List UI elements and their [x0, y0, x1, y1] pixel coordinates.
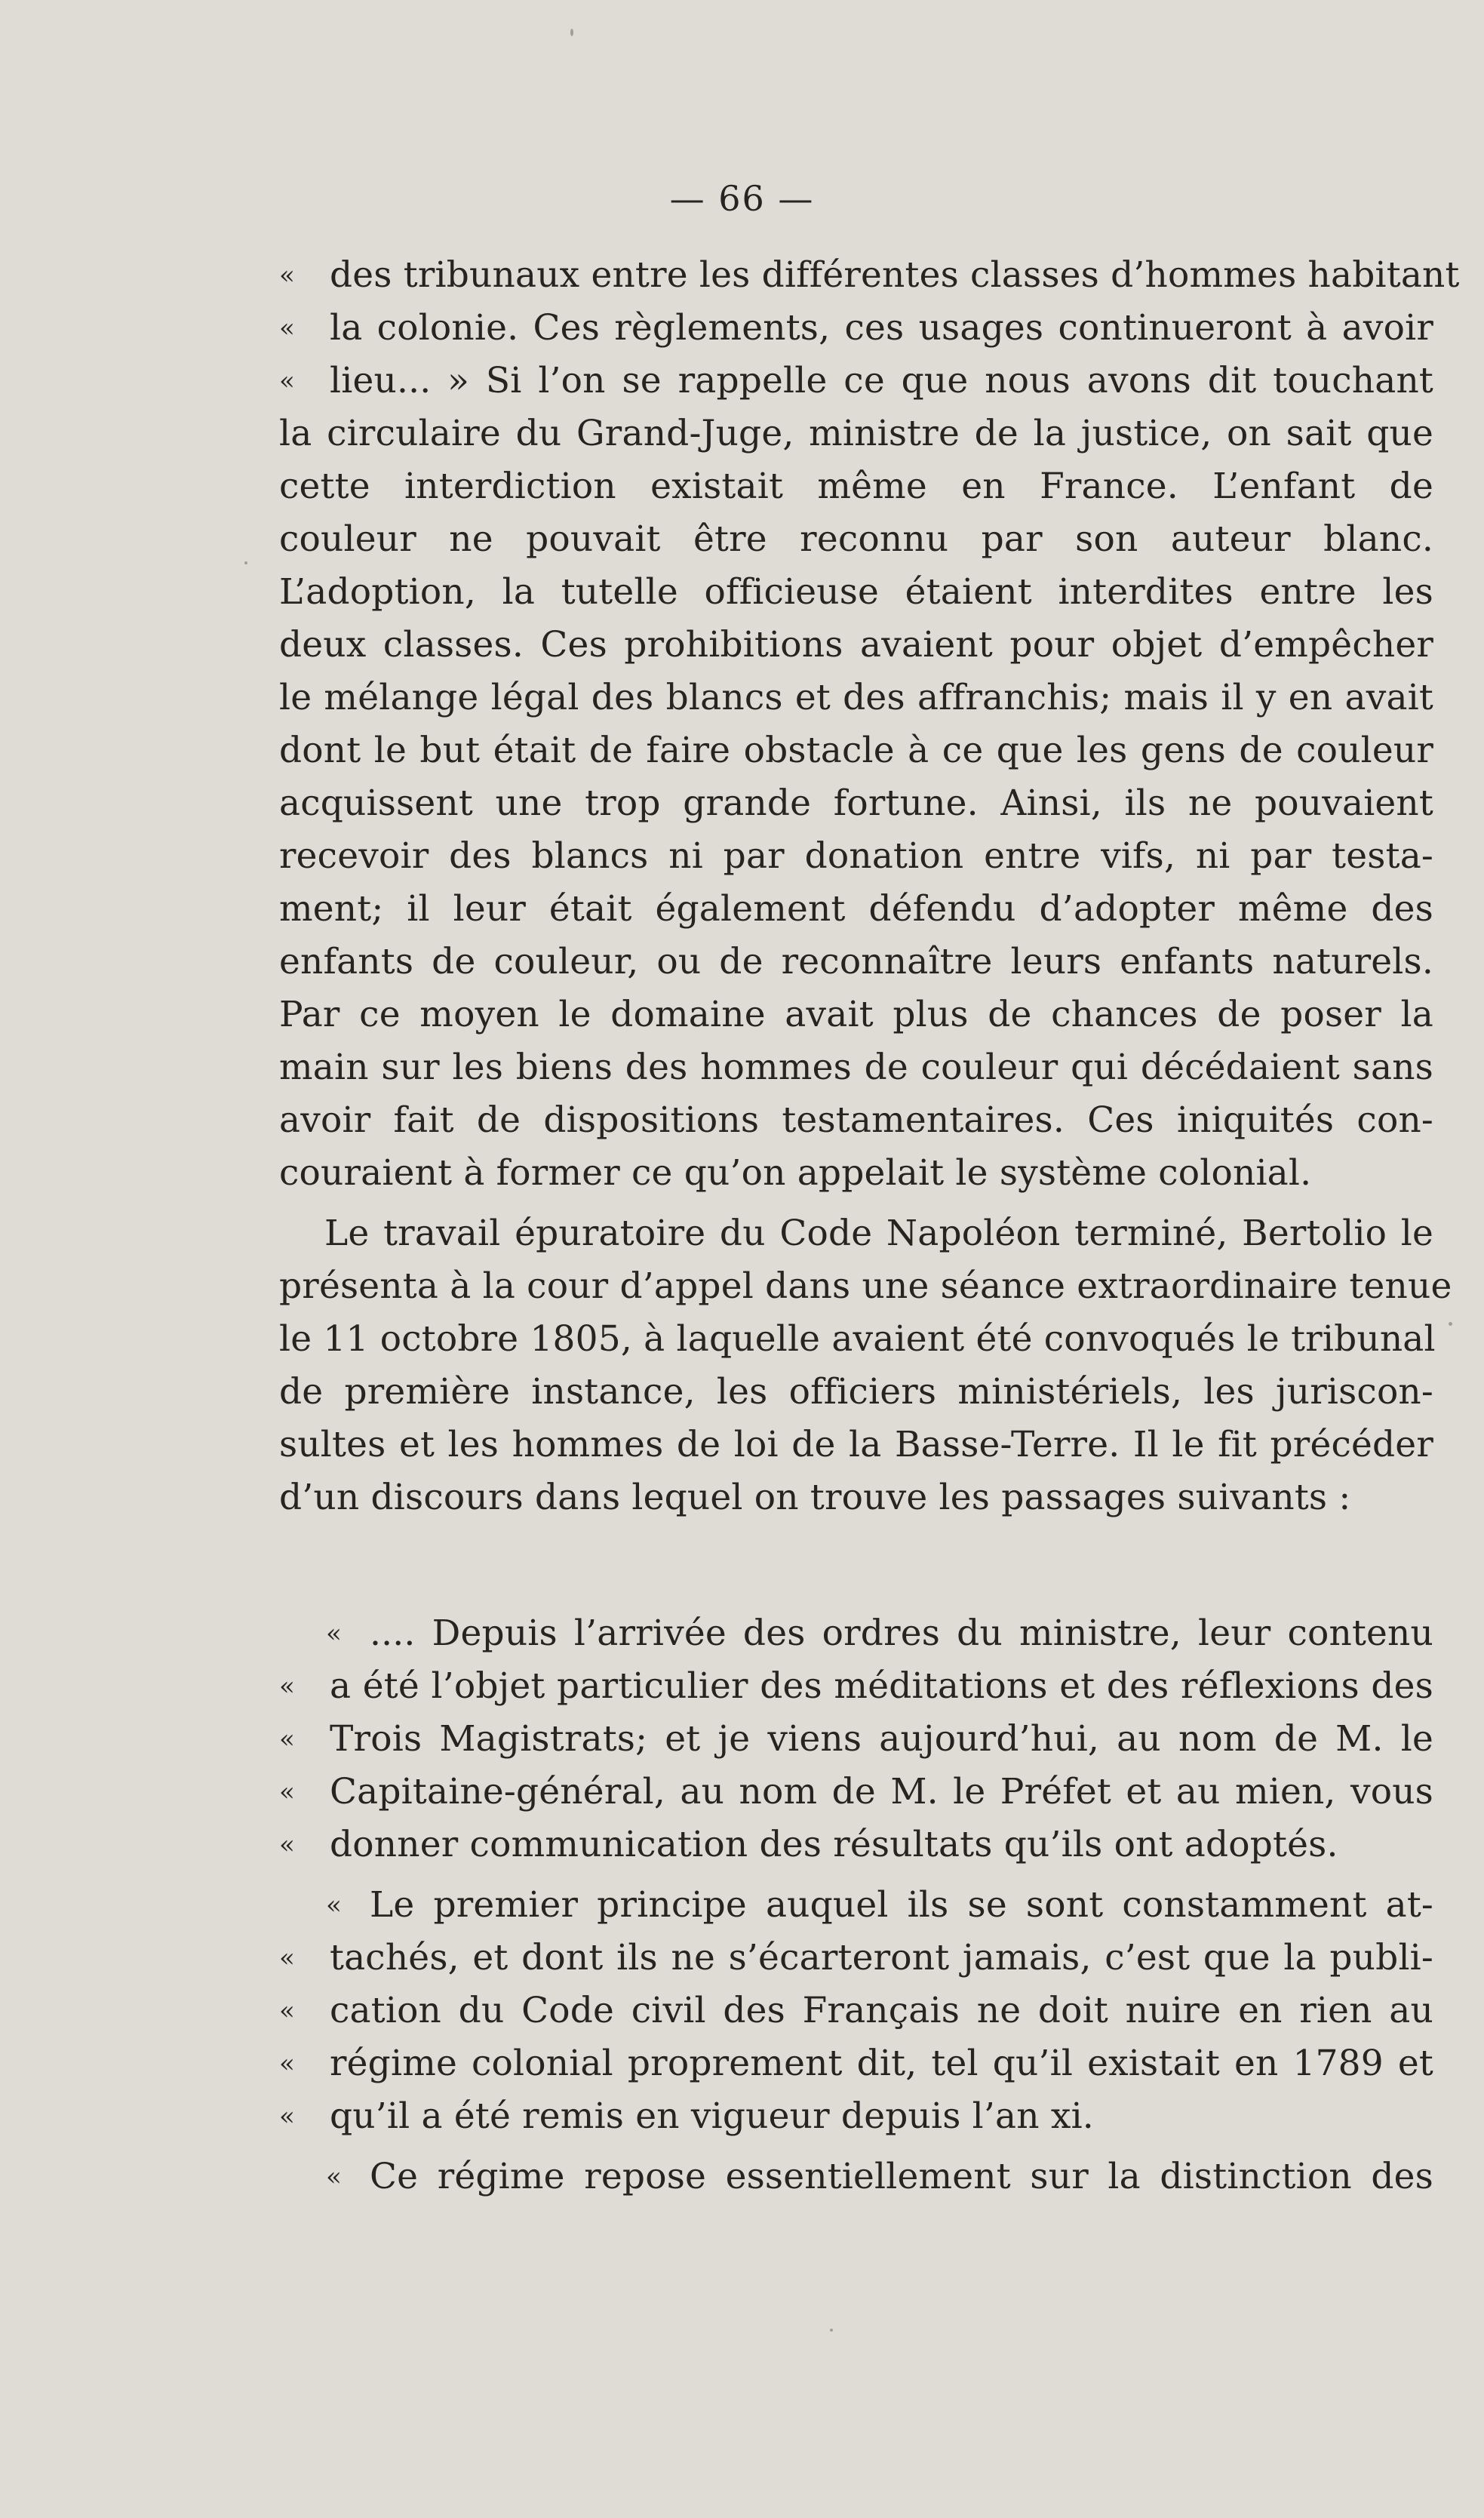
- text-line: tachés, et dont ils ne s’écarteront jamais, c’est que la publi-: [330, 1937, 1433, 1978]
- text-line: Trois Magistrats; et je viens aujourd’hui, au nom de M. le: [330, 1718, 1433, 1760]
- text-line: des tribunaux entre les différentes classes d’hommes habitant: [330, 254, 1460, 296]
- text-line: dont le but était de faire obstacle à ce que les gens de couleur: [279, 730, 1433, 771]
- text-line: recevoir des blancs ni par donation entre vifs, ni par testa-: [279, 835, 1433, 877]
- text-line: sultes et les hommes de loi de la Basse-Terre. Il le fit précéder: [279, 1424, 1433, 1465]
- text-line: lieu... » Si l’on se rappelle ce que nous avons dit touchant: [330, 360, 1433, 401]
- text-line: présenta à la cour d’appel dans une séance extraordinaire tenue: [279, 1265, 1452, 1307]
- text-line: la circulaire du Grand-Juge, ministre de la justice, on sait que: [279, 413, 1433, 454]
- text-line: couleur ne pouvait être reconnu par son auteur blanc.: [279, 518, 1433, 560]
- text-line: Le premier principe auquel ils se sont constamment at-: [370, 1884, 1433, 1926]
- quote-mark: «: [279, 366, 295, 396]
- text-line: de première instance, les officiers ministériels, les juriscon-: [279, 1371, 1433, 1413]
- text-line: Le travail épuratoire du Code Napoléon terminé, Bertolio le: [324, 1213, 1433, 1254]
- text-line: main sur les biens des hommes de couleur qui décédaient sans: [279, 1047, 1433, 1088]
- text-line: donner communication des résultats qu’ils ont adoptés.: [330, 1824, 1338, 1865]
- text-line: qu’il a été remis en vigueur depuis l’an xi.: [330, 2095, 1094, 2137]
- text-line: Capitaine-général, au nom de M. le Préfet et au mien, vous: [330, 1771, 1433, 1812]
- text-line: ment; il leur était également défendu d’adopter même des: [279, 888, 1433, 930]
- quote-mark: «: [326, 1619, 342, 1649]
- scan-speck: [1449, 1322, 1452, 1326]
- text-line: L’adoption, la tutelle officieuse étaient interdites entre les: [279, 571, 1433, 613]
- text-line: Par ce moyen le domaine avait plus de chances de poser la: [279, 994, 1433, 1035]
- quote-mark: «: [279, 2101, 295, 2132]
- page-number: — 66 —: [669, 178, 815, 219]
- quote-mark: «: [279, 1724, 295, 1754]
- text-line: acquissent une trop grande fortune. Ainsi, ils ne pouvaient: [279, 782, 1433, 824]
- text-line: cette interdiction existait même en France. L’enfant de: [279, 466, 1433, 507]
- text-line: d’un discours dans lequel on trouve les passages suivants :: [279, 1477, 1351, 1518]
- text-line: enfants de couleur, ou de reconnaître leurs enfants naturels.: [279, 941, 1433, 982]
- text-line: .... Depuis l’arrivée des ordres du ministre, leur contenu: [370, 1613, 1433, 1654]
- scan-speck: [244, 561, 247, 564]
- text-line: le mélange légal des blancs et des affranchis; mais il y en avait: [279, 677, 1433, 718]
- quote-mark: «: [279, 1777, 295, 1807]
- text-line: avoir fait de dispositions testamentaires. Ces iniquités con-: [279, 1099, 1433, 1141]
- text-line: deux classes. Ces prohibitions avaient pour objet d’empêcher: [279, 624, 1433, 666]
- scan-speck: [830, 2329, 833, 2332]
- text-line: cation du Code civil des Français ne doit nuire en rien au: [330, 1990, 1433, 2031]
- quote-mark: «: [279, 1943, 295, 1973]
- text-line: a été l’objet particulier des méditations et des réflexions des: [330, 1665, 1433, 1707]
- quote-mark: «: [279, 260, 295, 291]
- text-line: régime colonial proprement dit, tel qu’il existait en 1789 et: [330, 2043, 1433, 2084]
- text-line: Ce régime repose essentiellement sur la distinction des: [370, 2156, 1433, 2197]
- scan-speck: [570, 29, 573, 36]
- quote-mark: «: [279, 1671, 295, 1702]
- quote-mark: «: [279, 2049, 295, 2079]
- text-line: couraient à former ce qu’on appelait le système colonial.: [279, 1152, 1312, 1194]
- quote-mark: «: [279, 1996, 295, 2026]
- text-line: le 11 octobre 1805, à laquelle avaient été convoqués le tribunal: [279, 1318, 1436, 1360]
- quote-mark: «: [326, 2162, 342, 2192]
- quote-mark: «: [326, 1890, 342, 1920]
- text-line: la colonie. Ces règlements, ces usages continueront à avoir: [330, 307, 1433, 349]
- quote-mark: «: [279, 1830, 295, 1860]
- quote-mark: «: [279, 313, 295, 343]
